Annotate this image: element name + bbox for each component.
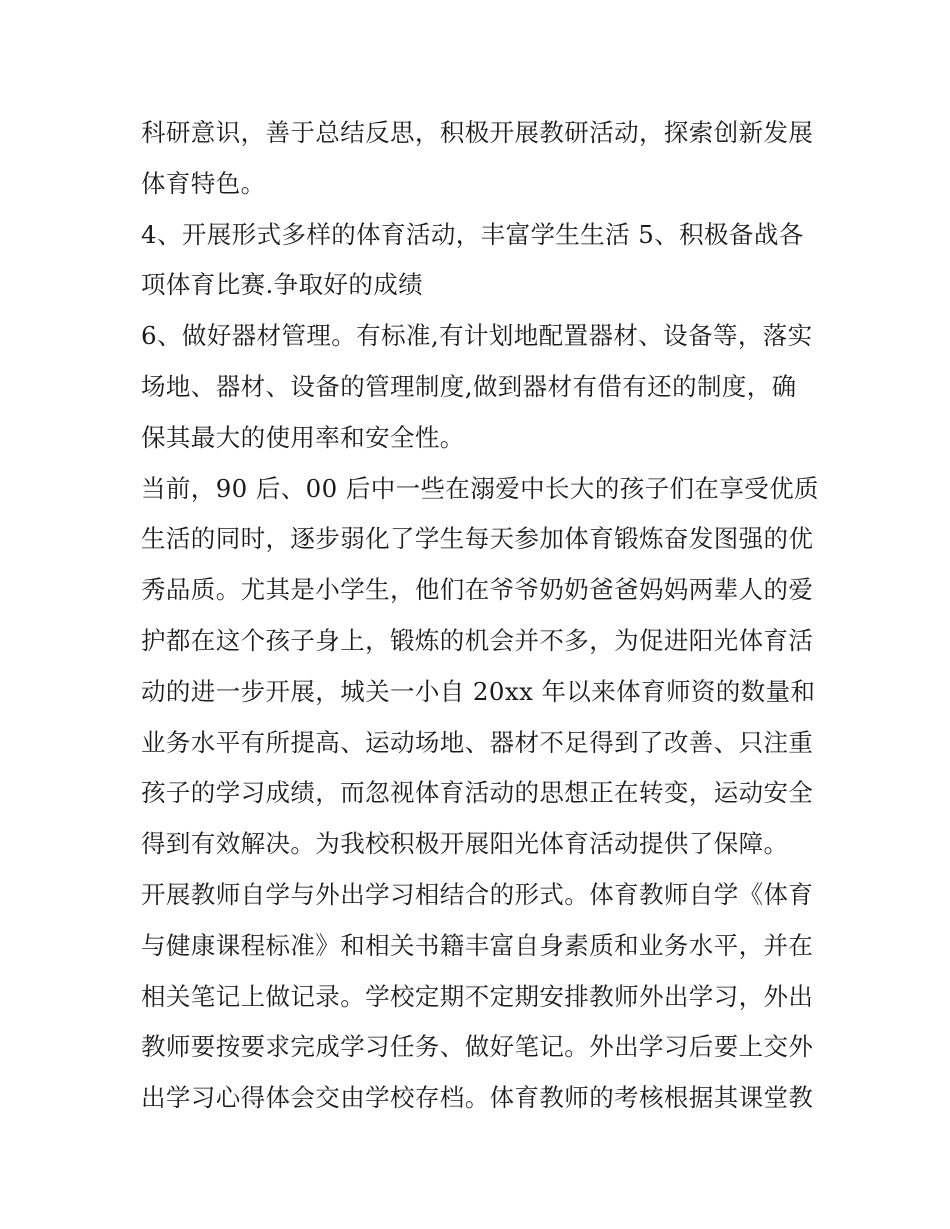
text-line-20: 出学习心得体会交由学校存档。体育教师的考核根据其课堂教 [141, 1083, 814, 1113]
text-line-12: 动的进一步开展，城关一小自 20xx 年以来体育师资的数量和 [141, 676, 816, 706]
text-line-8: 当前，90 后、00 后中一些在溺爱中长大的孩子们在享受优质 [141, 473, 819, 503]
text-line-17: 与健康课程标准》和相关书籍丰富自身素质和业务水平，并在 [141, 930, 814, 960]
text-line-9: 生活的同时，逐步弱化了学生每天参加体育锻炼奋发图强的优 [141, 524, 814, 554]
text-line-13: 业务水平有所提高、运动场地、器材不足得到了改善、只注重 [141, 727, 814, 757]
text-line-11: 护都在这个孩子身上，锻炼的机会并不多，为促进阳光体育活 [141, 625, 814, 655]
text-line-16: 开展教师自学与外出学习相结合的形式。体育教师自学《体育 [141, 879, 814, 909]
text-line-1: 科研意识，善于总结反思，积极开展教研活动，探索创新发展 [141, 118, 814, 147]
text-line-10: 秀品质。尤其是小学生，他们在爷爷奶奶爸爸妈妈两辈人的爱 [141, 575, 814, 605]
text-line-5: 6、做好器材管理。有标准,有计划地配置器材、设备等，落实 [141, 321, 813, 351]
text-line-4: 项体育比赛.争取好的成绩 [141, 270, 424, 300]
text-line-7: 保其最大的使用率和安全性。 [141, 422, 465, 452]
text-line-2: 体育特色。 [141, 168, 266, 198]
text-line-15: 得到有效解决。为我校积极开展阳光体育活动提供了保障。 [141, 829, 789, 859]
body-text [141, 108, 821, 1124]
text-line-19: 教师要按要求完成学习任务、做好笔记。外出学习后要上交外 [141, 1032, 814, 1062]
text-line-14: 孩子的学习成绩，而忽视体育活动的思想正在转变，运动安全 [141, 778, 814, 808]
text-line-6: 场地、器材、设备的管理制度,做到器材有借有还的制度，确 [141, 371, 797, 401]
text-line-18: 相关笔记上做记录。学校定期不定期安排教师外出学习，外出 [141, 981, 814, 1011]
text-line-3: 4、开展形式多样的体育活动，丰富学生生活 5、积极备战各 [141, 219, 804, 249]
